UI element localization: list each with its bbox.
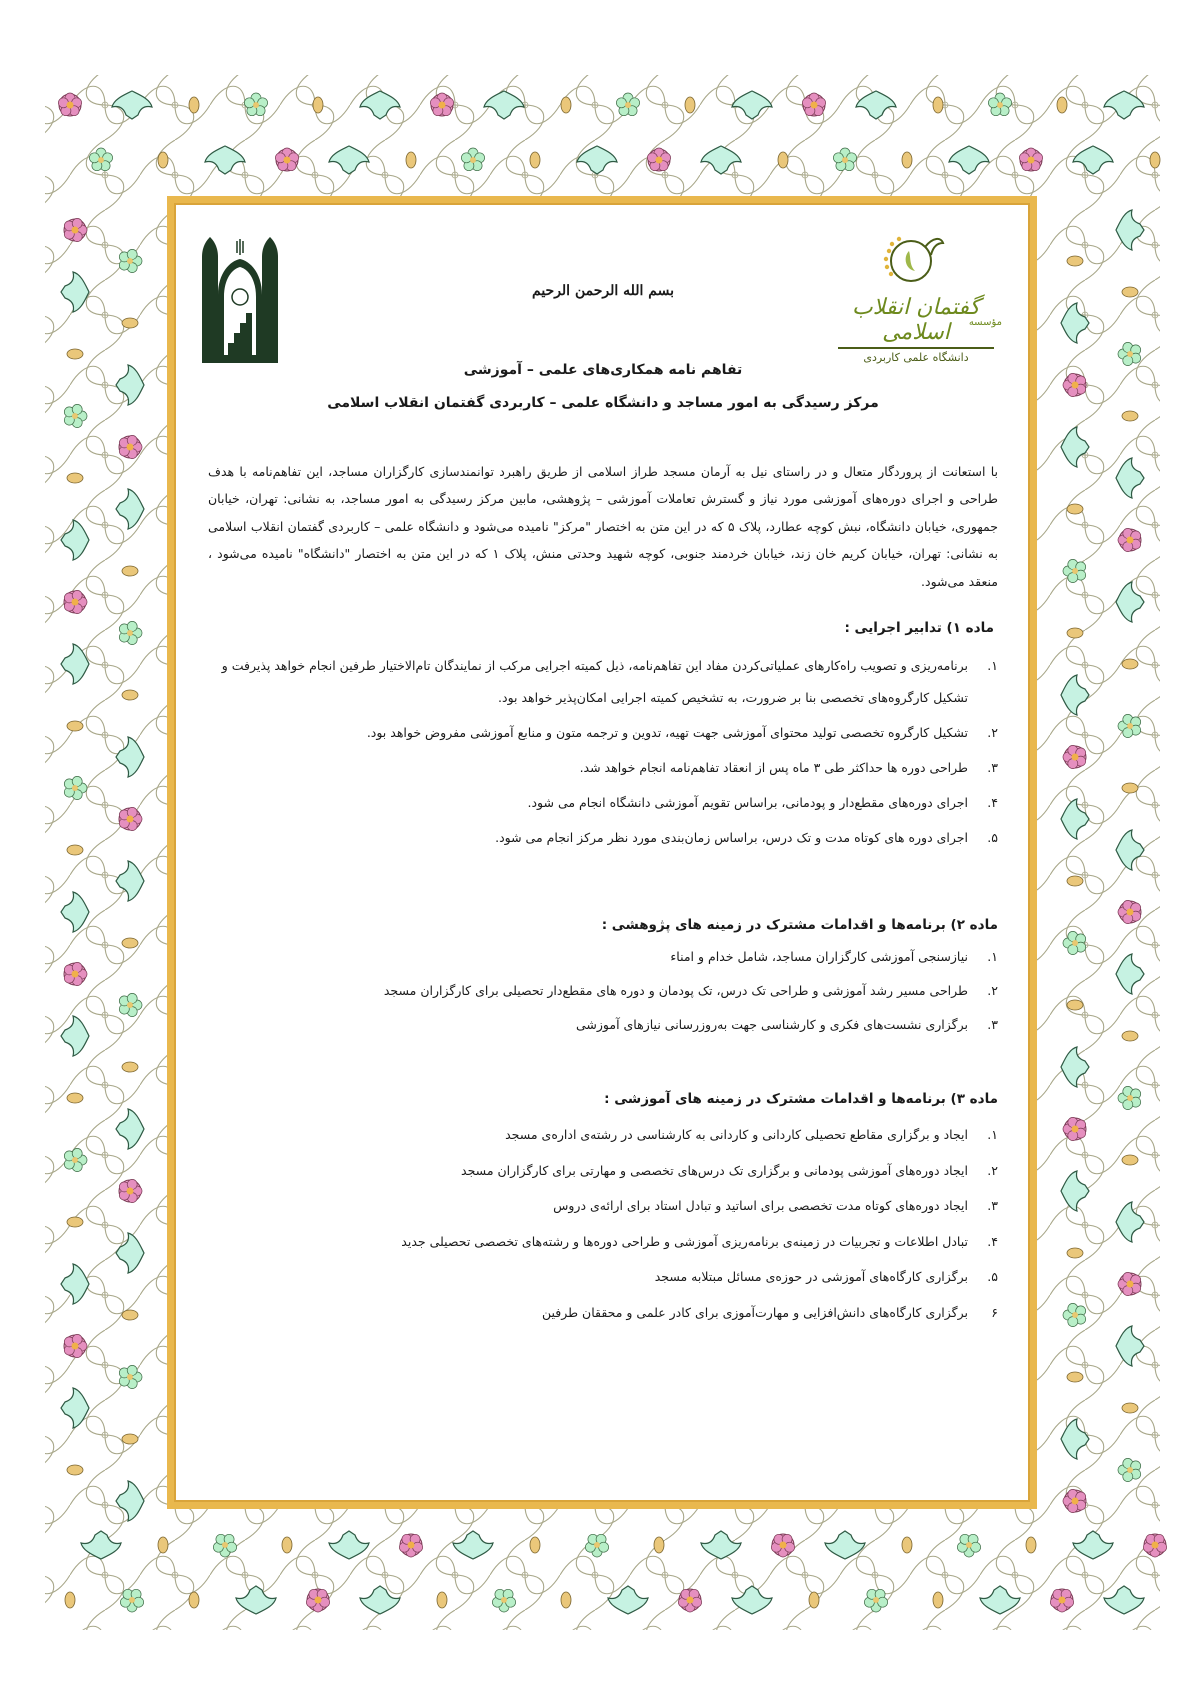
bismillah-heading: بسم الله الرحمن الرحیم bbox=[532, 283, 674, 299]
item-text: اجرای دوره های کوتاه مدت و تک درس، براساس زمان‌بندی مورد نظر مرکز انجام می شود. bbox=[495, 830, 968, 845]
gold-bud-icon bbox=[122, 318, 138, 328]
list-item bbox=[208, 752, 998, 784]
gold-bud-icon bbox=[685, 97, 695, 113]
gold-bud-icon bbox=[778, 152, 788, 168]
mosque-affairs-center-logo bbox=[200, 235, 280, 365]
item-text: برگزاری نشست‌های فکری و کارشناسی جهت به‌روزرسانی نیازهای آموزشی bbox=[576, 1017, 968, 1032]
item-number: ۱. bbox=[987, 1127, 998, 1142]
gold-bud-icon bbox=[67, 473, 83, 483]
document-frame bbox=[167, 196, 1037, 1509]
gold-bud-icon bbox=[1067, 256, 1083, 266]
item-text: طراحی مسیر رشد آموزشی و طراحی تک درس، تک پودمان و دوره های مقطع‌دار تحصیلی برای کارگزاران مسجد bbox=[383, 983, 968, 998]
gold-bud-icon bbox=[1122, 1031, 1138, 1041]
gold-bud-icon bbox=[1067, 1372, 1083, 1382]
list-item bbox=[208, 822, 998, 854]
gold-bud-icon bbox=[933, 1592, 943, 1608]
list-item bbox=[208, 974, 998, 1008]
item-number: ۱. bbox=[987, 949, 998, 964]
item-text: نیازسنجی آموزشی کارگزاران مساجد، شامل خدام و امناء bbox=[670, 949, 968, 964]
gold-bud-icon bbox=[1067, 1248, 1083, 1258]
gold-bud-icon bbox=[189, 97, 199, 113]
item-text: تبادل اطلاعات و تجربیات در زمینه‌ی برنامه‌ریزی آموزشی و طراحی دوره‌ها و رشته‌های تخصصی تحصیلی جدید bbox=[401, 1233, 968, 1249]
gold-bud-icon bbox=[561, 1592, 571, 1608]
gold-bud-icon bbox=[67, 349, 83, 359]
gold-bud-icon bbox=[67, 721, 83, 731]
article-2-heading: ماده ۲) برنامه‌ها و اقدامات مشترک در زمینه های پژوهشی : bbox=[601, 917, 998, 933]
gold-bud-icon bbox=[1067, 876, 1083, 886]
gold-bud-icon bbox=[1122, 783, 1138, 793]
item-text: اجرای دوره‌های مقطع‌دار و پودمانی، براساس تقویم آموزشی دانشگاه انجام می شود. bbox=[527, 795, 968, 810]
item-text: برنامه‌ریزی و تصویب راه‌کارهای عملیاتی‌کردن مفاد این تفاهم‌نامه، ذیل کمیته اجرایی مرکب از نمایندگان تام‌الاختیار طرفین انجام خواهد پذیرفت و تشکیل کارگروه‌های تخصصی بنا بر ضرورت، به تشخیص کمیته اجرایی امکان‌پذیر خواهد بود. bbox=[221, 658, 968, 705]
gold-bud-icon bbox=[1150, 152, 1160, 168]
gold-bud-icon bbox=[122, 690, 138, 700]
item-text: برگزاری کارگاه‌های دانش‌افزایی و مهارت‌آموزی برای کادر علمی و محققان طرفین bbox=[541, 1304, 968, 1320]
gold-bud-icon bbox=[122, 1062, 138, 1072]
document-title: تفاهم نامه همکاری‌های علمی – آموزشی bbox=[463, 362, 743, 378]
item-number: ۲. bbox=[987, 983, 998, 998]
article-2-list bbox=[208, 940, 998, 1042]
item-number: ۲. bbox=[987, 1162, 998, 1178]
gold-bud-icon bbox=[1067, 504, 1083, 514]
intro-paragraph: با استعانت از پروردگار متعال و در راستای نیل به آرمان مسجد طراز اسلامی از طریق راهبرد توانمندسازی کارگزاران مساجد، این تفاهم‌نامه با هدف طراحی و اجرای دوره‌های آموزشی مورد نیاز و گسترش تعاملات آموزشی – پژوهشی، مابین مرکز رسیدگی به امور مساجد، به نشانی: تهران، خیابان جمهوری، خیابان دانشگاه، نبش کوچه عطارد، پلاک ۵ که در این متن به اختصار "مرکز" نامیده می‌شود و دانشگاه علمی – کاربردی گفتمان انقلاب اسلامی به نشانی: تهران، خیابان کریم خان زند، خیابان خردمند جنوبی، کوچه شهید وحدتی منش، پلاک ۱ که در این متن به اختصار "دانشگاه" نامیده می‌شود ، منعقد می‌شود. bbox=[208, 463, 998, 589]
list-item bbox=[208, 1259, 998, 1295]
gold-bud-icon bbox=[282, 1537, 292, 1553]
document-subtitle: مرکز رسیدگی به امور مساجد و دانشگاه علمی – کاربردی گفتمان انقلاب اسلامی bbox=[327, 395, 879, 411]
gold-bud-icon bbox=[67, 1093, 83, 1103]
list-item bbox=[208, 1153, 998, 1189]
list-item bbox=[208, 1224, 998, 1260]
list-item bbox=[208, 650, 998, 714]
item-number: ۳. bbox=[987, 1198, 998, 1213]
gold-bud-icon bbox=[809, 1592, 819, 1608]
gold-bud-icon bbox=[654, 1537, 664, 1553]
article-1-section bbox=[208, 620, 998, 857]
item-number: ۳. bbox=[987, 760, 998, 775]
item-number: ۴. bbox=[987, 1233, 998, 1249]
gold-bud-icon bbox=[530, 1537, 540, 1553]
list-item bbox=[208, 1117, 998, 1153]
item-text: برگزاری کارگاه‌های آموزشی در حوزه‌ی مسائل مبتلابه مسجد bbox=[654, 1269, 968, 1284]
university-emblem-icon bbox=[881, 229, 951, 289]
article-1-list bbox=[208, 650, 998, 854]
item-number: ۲. bbox=[987, 725, 998, 740]
gold-bud-icon bbox=[561, 97, 571, 113]
item-number: ۴. bbox=[987, 795, 998, 810]
article-3-section bbox=[208, 1091, 998, 1330]
logo-divider bbox=[838, 347, 994, 349]
gold-bud-icon bbox=[158, 1537, 168, 1553]
list-item bbox=[208, 1295, 998, 1331]
gold-bud-icon bbox=[1122, 1155, 1138, 1165]
gold-bud-icon bbox=[313, 97, 323, 113]
item-text: طراحی دوره ها حداکثر طی ۳ ماه پس از انعقاد تفاهم‌نامه انجام خواهد شد. bbox=[579, 760, 968, 775]
gold-bud-icon bbox=[1122, 411, 1138, 421]
list-item bbox=[208, 717, 998, 749]
gold-bud-icon bbox=[437, 1592, 447, 1608]
gold-bud-icon bbox=[65, 1592, 75, 1608]
gold-bud-icon bbox=[1122, 1403, 1138, 1413]
gold-bud-icon bbox=[1026, 1537, 1036, 1553]
article-3-list bbox=[208, 1117, 998, 1330]
gold-bud-icon bbox=[122, 938, 138, 948]
list-item bbox=[208, 1008, 998, 1042]
gold-bud-icon bbox=[67, 1217, 83, 1227]
item-number: ۱. bbox=[987, 658, 998, 673]
gold-bud-icon bbox=[1057, 97, 1067, 113]
university-subtitle: دانشگاه علمی کاربردی bbox=[863, 351, 969, 364]
article-2-section bbox=[208, 917, 998, 1042]
gold-bud-icon bbox=[67, 845, 83, 855]
gold-bud-icon bbox=[902, 1537, 912, 1553]
gold-bud-icon bbox=[122, 566, 138, 576]
article-1-heading: ماده ۱) تدابیر اجرایی : bbox=[844, 620, 994, 636]
document-page bbox=[174, 203, 1030, 1502]
university-brand-prefix: مؤسسه bbox=[968, 317, 1002, 328]
item-text: ایجاد دوره‌های آموزشی پودمانی و برگزاری تک درس‌های تخصصی و مهارتی برای کارگزاران مسجد bbox=[461, 1162, 968, 1178]
item-number: ۶ bbox=[991, 1304, 998, 1320]
gold-bud-icon bbox=[1122, 659, 1138, 669]
item-number: ۳. bbox=[987, 1017, 998, 1032]
article-3-heading: ماده ۳) برنامه‌ها و اقدامات مشترک در زمینه های آموزشی : bbox=[604, 1091, 998, 1107]
university-brand-name: گفتمان انقلاب اسلامی bbox=[851, 295, 980, 345]
gold-bud-icon bbox=[406, 152, 416, 168]
item-text: ایجاد و برگزاری مقاطع تحصیلی کاردانی و کاردانی به کارشناسی در رشته‌ی اداره‌ی مسجد bbox=[505, 1127, 968, 1142]
list-item bbox=[208, 787, 998, 819]
gold-bud-icon bbox=[122, 1434, 138, 1444]
item-number: ۵. bbox=[987, 1269, 998, 1284]
gold-bud-icon bbox=[530, 152, 540, 168]
list-item bbox=[208, 1188, 998, 1224]
gold-bud-icon bbox=[122, 1310, 138, 1320]
gold-bud-icon bbox=[1122, 287, 1138, 297]
gold-bud-icon bbox=[1067, 628, 1083, 638]
item-text: تشکیل کارگروه تخصصی تولید محتوای آموزشی جهت تهیه، تدوین و ترجمه متون و منابع آموزشی مفروض خواهد بود. bbox=[366, 725, 968, 740]
gold-bud-icon bbox=[67, 1465, 83, 1475]
item-text: ایجاد دوره‌های کوتاه مدت تخصصی برای اساتید و تبادل استاد برای ارائه‌ی دروس bbox=[553, 1198, 968, 1213]
gold-bud-icon bbox=[189, 1592, 199, 1608]
list-item bbox=[208, 940, 998, 974]
gold-bud-icon bbox=[1067, 1000, 1083, 1010]
gold-bud-icon bbox=[902, 152, 912, 168]
gold-bud-icon bbox=[933, 97, 943, 113]
item-number: ۵. bbox=[987, 830, 998, 845]
gold-bud-icon bbox=[158, 152, 168, 168]
